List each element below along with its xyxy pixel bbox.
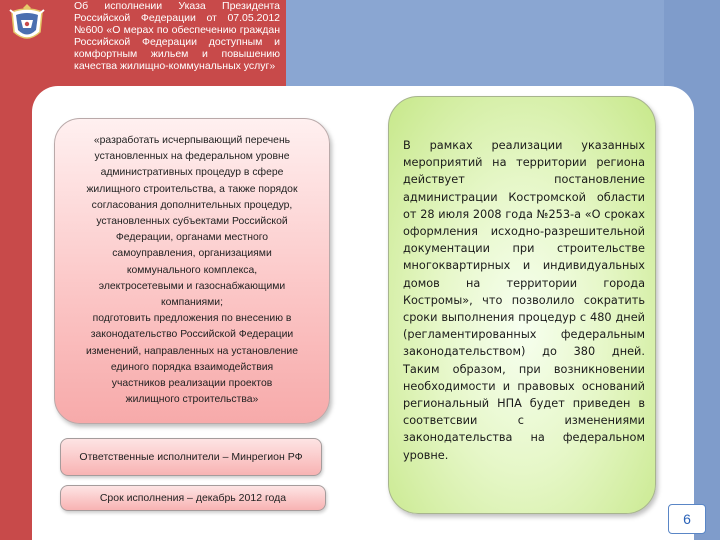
regional-measures-box xyxy=(388,96,656,514)
deadline-box xyxy=(60,485,326,511)
regional-measures-text: В рамках реализации указанных мероприятий на территории региона действует постановление администрации Костромской области от 28 июля 2008 года №253-а «О сроках оформления исходно-разрешительной документации при строительстве многоквартирных и индивидуальных домов на территории города Костромы», что позволило сократить сроки выполнения процедур с 480 дней (регламентированных федеральным законодательством) до 380 дней. Таким образом, при возникновении необходимости и правовых оснований региональный НПА будет приведен в соответсвии с изменениями законодательства на федеральном уровне. xyxy=(403,139,645,462)
responsible-executors-box xyxy=(60,438,322,476)
decree-quote-text: «разработать исчерпывающий перечень установленных на федеральном уровне административных процедур в сфере жилищного строительства, а также порядок согласования дополнительных процедур, установленных субъектами Российской Федерации, органами местного самоуправления, организациями коммунального комплекса, электросетевыми и газоснабжающими компаниями; подготовить предложения по внесению в законодательство Российской Федерации изменений, направленных на установление единого порядка взаимодействия участников реализации проектов жилищного строительства» xyxy=(85,135,299,406)
top-blue-band xyxy=(286,0,720,88)
coat-of-arms-icon xyxy=(6,2,48,46)
slide-title: Об исполнении Указа Президента Российской Федерации от 07.05.2012 №600 «О мерах по обеспечению граждан Российской Федерации доступным и комфортным жильем и повышению качества жилищно-коммунальных услуг» xyxy=(74,0,280,72)
decree-quote-box xyxy=(54,118,330,424)
deadline-text: Срок исполнения – декабрь 2012 года xyxy=(99,492,287,504)
page-number: 6 xyxy=(668,504,706,534)
responsible-executors-text: Ответственные исполнители – Минрегион РФ xyxy=(79,451,303,463)
